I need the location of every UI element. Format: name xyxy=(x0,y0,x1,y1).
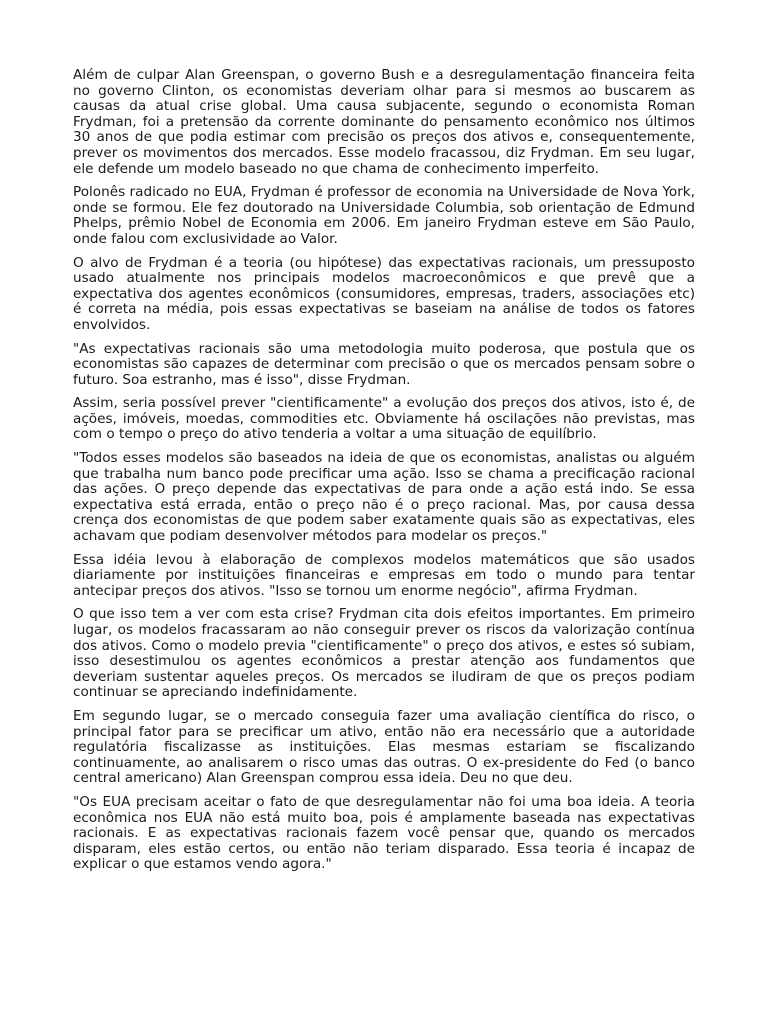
paragraph: O que isso tem a ver com esta crise? Frydman cita dois efeitos importantes. Em primeiro lugar, os modelos fracassaram ao não conseguir prever os riscos da valorização contínua dos ativos. Como o modelo previa "cientificamente" o preço dos ativos, e estes só subiam, isso desestimulou os agentes econômicos a prestar atenção aos fundamentos que deveriam sustentar aqueles preços. Os mercados se iludiram de que os preços podiam continuar se apreciando indefinidamente. xyxy=(73,606,695,701)
paragraph: Em segundo lugar, se o mercado conseguia fazer uma avaliação científica do risco, o principal fator para se precificar um ativo, então não era necessário que a autoridade regulatória fiscalizasse as instituições. Elas mesmas estariam se fiscalizando continuamente, ao analisarem o risco umas das outras. O ex-presidente do Fed (o banco central americano) Alan Greenspan comprou essa ideia. Deu no que deu. xyxy=(73,707,695,787)
paragraph: Além de culpar Alan Greenspan, o governo Bush e a desregulamentação financeira feita no governo Clinton, os economistas deveriam olhar para si mesmos ao buscarem as causas da atual crise global. Uma causa subjacente, segundo o economista Roman Frydman, foi a pretensão da corrente dominante do pensamento econômico nos últimos 30 anos de que podia estimar com precisão os preços dos ativos e, consequentemente, prever os movimentos dos mercados. Esse modelo fracassou, diz Frydman. Em seu lugar, ele defende um modelo baseado no que chama de conhecimento imperfeito. xyxy=(73,67,695,177)
document-body xyxy=(73,68,695,881)
paragraph: "Os EUA precisam aceitar o fato de que desregulamentar não foi uma boa ideia. A teoria econômica nos EUA não está muito boa, pois é amplamente baseada nas expectativas racionais. E as expectativas racionais fazem você pensar que, quando os mercados disparam, eles estão certos, ou então não teriam disparado. Essa teoria é incapaz de explicar o que estamos vendo agora." xyxy=(73,793,695,873)
paragraph: O alvo de Frydman é a teoria (ou hipótese) das expectativas racionais, um pressuposto usado atualmente nos principais modelos macroeconômicos e que prevê que a expectativa dos agentes econômicos (consumidores, empresas, traders, associações etc) é correta na média, pois essas expectativas se baseiam na análise de todos os fatores envolvidos. xyxy=(73,254,695,333)
paragraph: Essa idéia levou à elaboração de complexos modelos matemáticos que são usados diariamente por instituições financeiras e empresas em todo o mundo para tentar antecipar preços dos ativos. "Isso se tornou um enorme negócio", afirma Frydman. xyxy=(73,551,695,599)
paragraph: Polonês radicado no EUA, Frydman é professor de economia na Universidade de Nova York, onde se formou. Ele fez doutorado na Universidade Columbia, sob orientação de Edmund Phelps, prêmio Nobel de Economia em 2006. Em janeiro Frydman esteve em São Paulo, onde falou com exclusividade ao Valor. xyxy=(73,184,695,247)
paragraph: "Todos esses modelos são baseados na ideia de que os economistas, analistas ou alguém que trabalha num banco pode precificar uma ação. Isso se chama a precificação racional das ações. O preço depende das expectativas de para onde a ação está indo. Se essa expectativa está errada, então o preço não é o preço racional. Mas, por causa dessa crença dos economistas de que podem saber exatamente quais são as expectativas, eles achavam que podiam desenvolver métodos para modelar os preços." xyxy=(73,450,695,545)
paragraph: "As expectativas racionais são uma metodologia muito poderosa, que postula que os economistas são capazes de determinar com precisão o que os mercados pensam sobre o futuro. Soa estranho, mas é isso", disse Frydman. xyxy=(73,340,695,388)
paragraph: Assim, seria possível prever "cientificamente" a evolução dos preços dos ativos, isto é, de ações, imóveis, moedas, commodities etc. Obviamente há oscilações não previstas, mas com o tempo o preço do ativo tenderia a voltar a uma situação de equilíbrio. xyxy=(73,395,695,443)
